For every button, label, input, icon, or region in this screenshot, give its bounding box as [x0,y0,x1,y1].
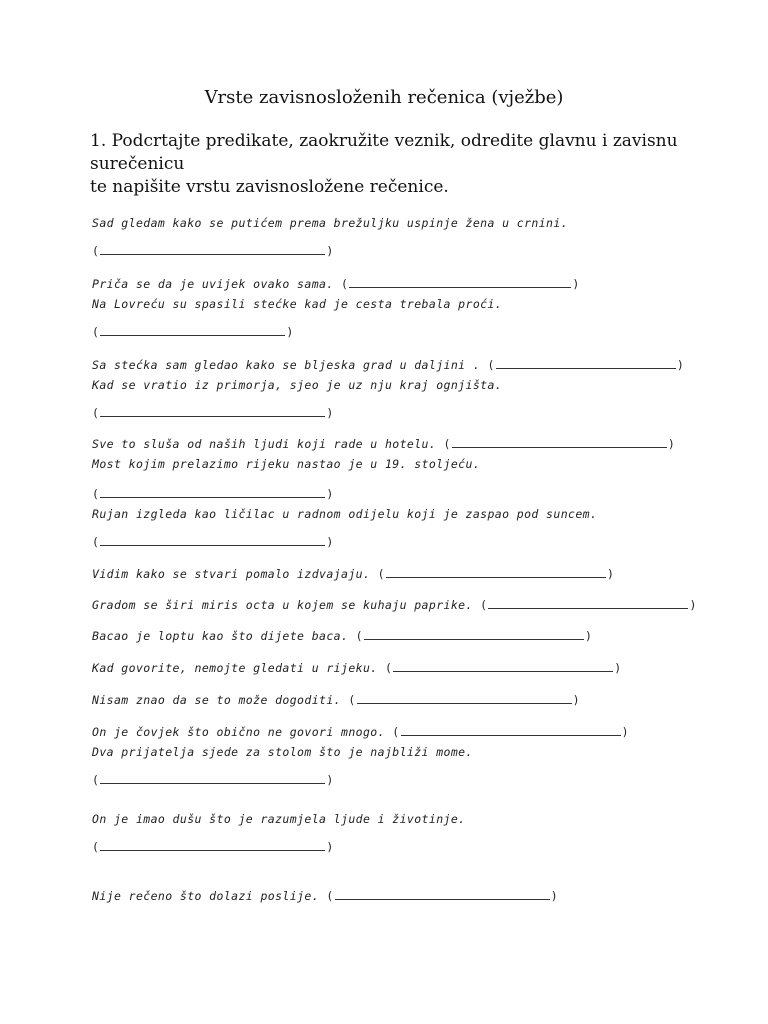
answer-blank-11[interactable]: ( ) [355,629,593,643]
sentence-10: Gradom se širi miris octa u kojem se kuhaju paprike. [92,598,473,612]
sentence-12-row [92,660,622,676]
sentence-5: Kad se vratio iz primorja, sjeo je uz nju kraj ognjišta. [92,378,503,392]
answer-blank-10[interactable]: ( ) [480,598,697,612]
sentence-15: Dva prijatelja sjede za stolom što je najbliži mome. [92,745,473,759]
sentence-7: Most kojim prelazimo rijeku nastao je u 19. stoljeću. [92,457,481,471]
sentence-14: On je čovjek što obično ne govori mnogo. [92,725,385,739]
sentence-2-row [92,276,580,292]
sentence-10-row [92,597,697,613]
sentence-13: Nisam znao da se to može dogoditi. [92,693,342,707]
answer-blank-17[interactable]: ( ) [326,889,559,903]
sentence-12: Kad govorite, nemojte gledati u rijeku. [92,661,378,675]
sentence-6-row [92,436,675,452]
answer-blank-5[interactable]: ( ) [92,406,334,420]
sentence-4-row [92,357,684,373]
sentence-2: Priča se da je uvijek ovako sama. [92,277,334,291]
sentence-11-row [92,628,592,644]
answer-blank-9[interactable]: ( ) [377,567,615,581]
answer-blank-16[interactable]: ( ) [92,840,334,854]
exercise-instruction [90,130,710,199]
answer-blank-2[interactable]: ( ) [341,277,580,291]
instruction-line-3: te napišite vrstu zavisnosložene rečenice. [90,177,449,197]
instruction-line-2: surečenicu [90,154,185,174]
answer-blank-6[interactable]: ( ) [443,437,676,451]
sentence-4: Sa stećka sam gledao kako se bljeska grad u daljini . [92,358,481,372]
sentence-16: On je imao dušu što je razumjela ljude i životinje. [92,812,466,826]
answer-blank-8[interactable]: ( ) [92,535,334,549]
answer-blank-12[interactable]: ( ) [384,661,622,675]
sentence-1: Sad gledam kako se putićem prema brežuljku uspinje žena u crnini. [92,216,569,230]
sentence-17-row [92,888,558,904]
instruction-line-1: 1. Podcrtajte predikate, zaokružite veznik, odredite glavnu i zavisnu [90,131,678,151]
answer-blank-7[interactable]: ( ) [92,487,334,501]
answer-blank-1[interactable]: ( ) [92,244,334,258]
answer-blank-3[interactable]: ( ) [92,325,294,339]
sentence-17: Nije rečeno što dolazi poslije. [92,889,320,903]
sentence-9-row [92,566,614,582]
sentence-11: Bacao je loptu kao što dijete baca. [92,629,349,643]
sentence-9: Vidim kako se stvari pomalo izdvajaju. [92,567,371,581]
answer-blank-13[interactable]: ( ) [348,693,580,707]
sentence-8: Rujan izgleda kao ličilac u radnom odijelu koji je zaspao pod suncem. [92,507,598,521]
sentence-3: Na Lovreću su spasili stećke kad je cesta trebala proći. [92,297,503,311]
sentence-6: Sve to sluša od naših ljudi koji rade u hotelu. [92,437,437,451]
answer-blank-15[interactable]: ( ) [92,773,334,787]
page-title: Vrste zavisnosloženih rečenica (vježbe) [204,87,564,108]
answer-blank-14[interactable]: ( ) [392,725,629,739]
sentence-13-row [92,692,580,708]
sentence-14-row [92,724,629,740]
answer-blank-4[interactable]: ( ) [487,358,685,372]
